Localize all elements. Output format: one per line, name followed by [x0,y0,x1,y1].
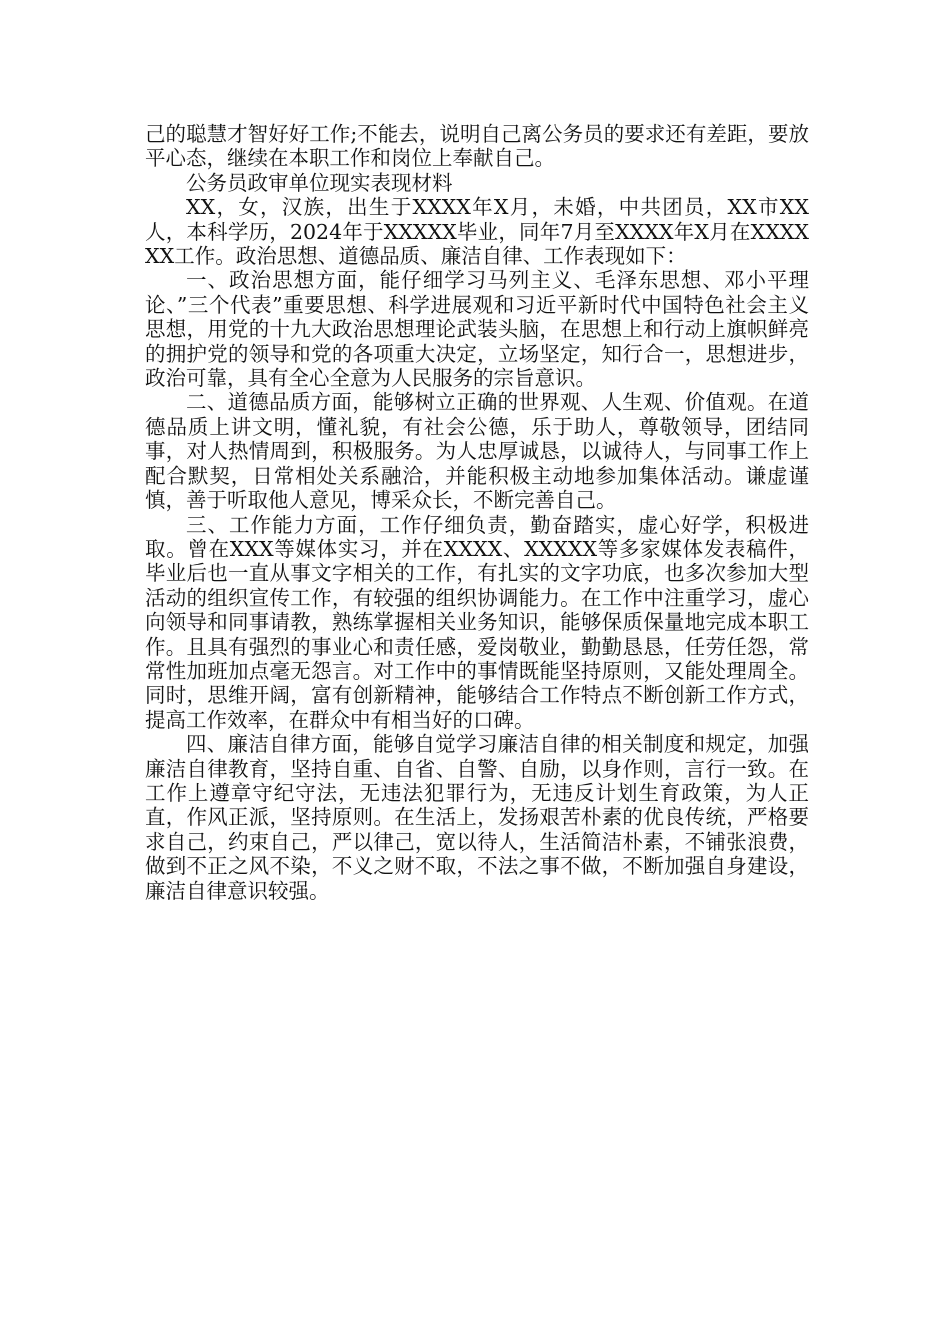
paragraph-intro: XX，女，汉族，出生于XXXX年X月，未婚，中共团员，XX市XX人，本科学历，2024年于XXXXX毕业，同年7月至XXXX年X月在XXXXXX工作。政治思想、道德品质、廉洁自律、工作表现如下： [145,195,809,269]
paragraph-continuation: 己的聪慧才智好好工作;不能去，说明自己离公务员的要求还有差距，要放平心态，继续在本职工作和岗位上奉献自己。 [145,122,809,171]
paragraph-political: 一、政治思想方面，能仔细学习马列主义、毛泽东思想、邓小平理论、”三个代表”重要思想、科学进展观和习近平新时代中国特色社会主义思想，用党的十九大政治思想理论武装头脑，在思想上和行动上旗帜鲜亮的拥护党的领导和党的各项重大决定，立场坚定，知行合一，思想进步，政治可靠，具有全心全意为人民服务的宗旨意识。 [145,268,809,391]
paragraph-integrity: 四、廉洁自律方面，能够自觉学习廉洁自律的相关制度和规定，加强廉洁自律教育，坚持自重、自省、自警、自励，以身作则，言行一致。在工作上遵章守纪守法，无违法犯罪行为，无违反计划生育政策，为人正直，作风正派，坚持原则。在生活上，发扬艰苦朴素的优良传统，严格要求自己，约束自己，严以律己，宽以待人，生活简洁朴素，不铺张浪费，做到不正之风不染，不义之财不取，不法之事不做，不断加强自身建设，廉洁自律意识较强。 [145,732,809,903]
paragraph-ability: 三、工作能力方面，工作仔细负责，勤奋踏实，虚心好学，积极进取。曾在XXX等媒体实习，并在XXXX、XXXXX等多家媒体发表稿件，毕业后也一直从事文字相关的工作，有扎实的文字功底，也多次参加大型活动的组织宣传工作，有较强的组织协调能力。在工作中注重学习，虚心向领导和同事请教，熟练掌握相关业务知识，能够保质保量地完成本职工作。且具有强烈的事业心和责任感，爱岗敬业，勤勤恳恳，任劳任怨，常常性加班加点毫无怨言。对工作中的事情既能坚持原则，又能处理周全。同时，思维开阔，富有创新精神，能够结合工作特点不断创新工作方式，提高工作效率，在群众中有相当好的口碑。 [145,512,809,732]
paragraph-moral: 二、道德品质方面，能够树立正确的世界观、人生观、价值观。在道德品质上讲文明，懂礼貌，有社会公德，乐于助人，尊敬领导，团结同事，对人热情周到，积极服务。为人忠厚诚恳，以诚待人，与同事工作上配合默契，日常相处关系融洽，并能积极主动地参加集体活动。谦虚谨慎，善于听取他人意见，博采众长，不断完善自己。 [145,390,809,513]
document-title: 公务员政审单位现实表现材料 [186,170,453,195]
document-body [145,122,809,903]
